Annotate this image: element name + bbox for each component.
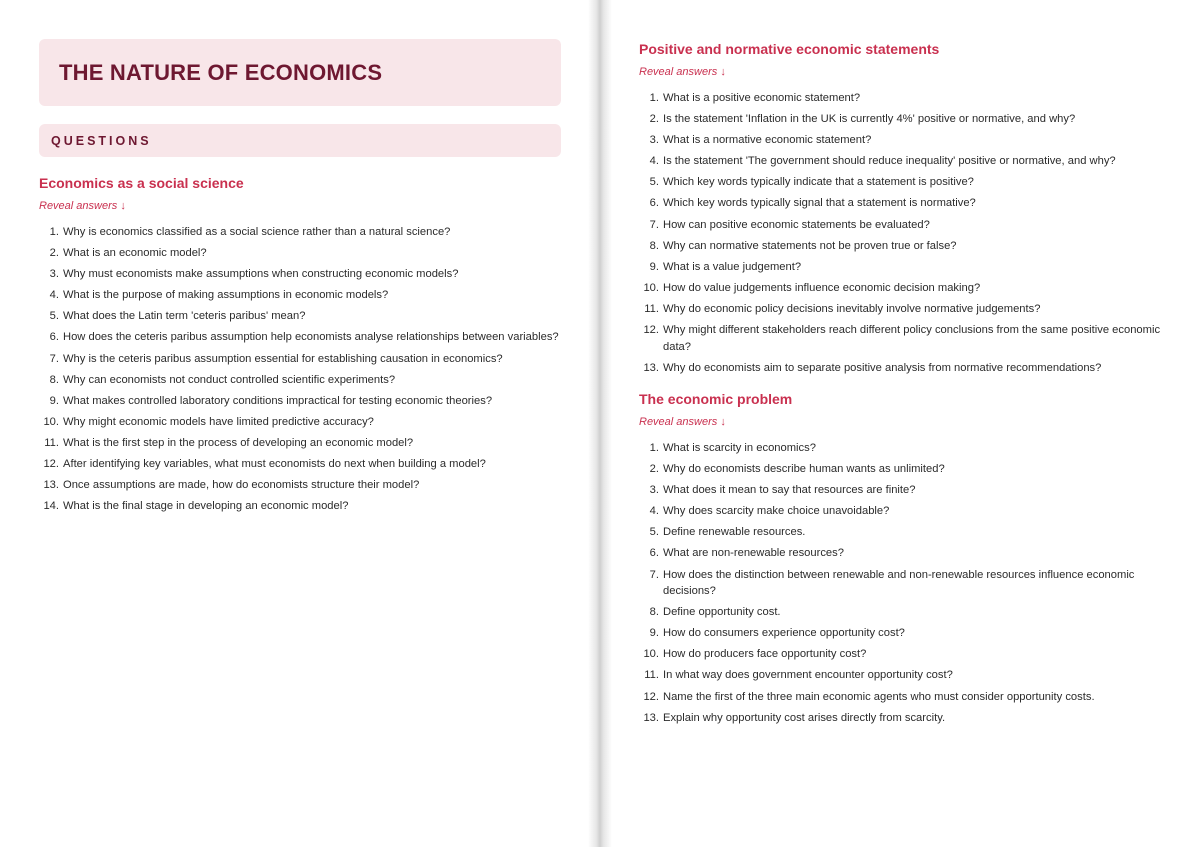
- question-text: Why must economists make assumptions when constructing economic models?: [63, 268, 459, 281]
- question-text: How do producers face opportunity cost?: [663, 648, 867, 661]
- question-number: 13.: [643, 711, 659, 724]
- question-text: What is a normative economic statement?: [663, 134, 872, 147]
- question-number: 7.: [649, 218, 659, 231]
- question-text: How does the ceteris paribus assumption help economists analyse relationships between variables?: [63, 331, 559, 344]
- question-number: 11.: [44, 436, 59, 449]
- question-text: Why do economic policy decisions inevitably involve normative judgements?: [663, 302, 1041, 315]
- question-text: What does it mean to say that resources are finite?: [663, 484, 916, 497]
- question-item: [639, 567, 1164, 600]
- question-item: [639, 132, 1164, 149]
- question-number: 3.: [49, 268, 59, 281]
- section-heading: The economic problem: [639, 391, 793, 407]
- question-text: How can positive economic statements be evaluated?: [663, 218, 930, 231]
- question-item: [639, 461, 1164, 478]
- question-item: [639, 360, 1164, 377]
- question-item: [39, 498, 569, 515]
- question-list: [639, 90, 1164, 376]
- question-item: [639, 322, 1164, 355]
- question-text: Why can economists not conduct controlled scientific experiments?: [63, 373, 396, 386]
- question-number: 10.: [643, 648, 659, 661]
- question-number: 1.: [649, 442, 659, 454]
- question-number: 3.: [649, 484, 659, 497]
- question-number: 3.: [649, 134, 659, 147]
- question-item: [39, 372, 569, 389]
- question-number: 12.: [643, 690, 659, 703]
- question-item: [639, 524, 1164, 541]
- question-item: [39, 245, 569, 262]
- question-number: 12.: [643, 324, 659, 337]
- question-item: [39, 456, 569, 473]
- question-text: Once assumptions are made, how do economists structure their model?: [63, 479, 420, 492]
- question-item: [39, 393, 569, 410]
- question-number: 2.: [649, 113, 659, 126]
- question-number: 11.: [644, 669, 659, 682]
- question-number: 9.: [649, 260, 659, 273]
- question-item: [39, 308, 569, 325]
- question-item: [639, 174, 1164, 191]
- question-number: 6.: [49, 331, 59, 344]
- question-number: 8.: [649, 606, 659, 619]
- question-item: [639, 280, 1164, 297]
- question-item: [39, 435, 569, 452]
- question-item: [39, 287, 569, 304]
- question-item: [39, 414, 569, 431]
- book-spine: [588, 0, 612, 847]
- question-item: [639, 482, 1164, 499]
- question-number: 11.: [644, 302, 659, 315]
- question-item: [639, 503, 1164, 520]
- question-text: What does the Latin term 'ceteris paribus' mean?: [63, 310, 306, 323]
- reveal-answers-link[interactable]: Reveal answers ↓: [639, 66, 726, 78]
- question-text: How does the distinction between renewable and non-renewable resources influence economic decisions?: [663, 568, 1135, 598]
- question-text: Why do economists describe human wants as unlimited?: [663, 463, 945, 476]
- question-text: Which key words typically indicate that a statement is positive?: [663, 176, 974, 189]
- title-banner: [39, 39, 561, 106]
- section-economic-problem: [639, 391, 1164, 731]
- question-item: [639, 195, 1164, 212]
- question-list: [39, 224, 569, 515]
- question-number: 7.: [649, 568, 659, 581]
- question-number: 10.: [43, 415, 59, 428]
- question-text: Which key words typically signal that a statement is normative?: [663, 197, 976, 210]
- question-item: [39, 477, 569, 494]
- question-number: 10.: [643, 281, 659, 294]
- section-social-science: [39, 175, 569, 519]
- question-item: [639, 545, 1164, 562]
- reveal-answers-link[interactable]: Reveal answers ↓: [39, 200, 126, 212]
- question-text: Why might different stakeholders reach different policy conclusions from the same positive economic data?: [663, 324, 1161, 353]
- question-number: 13.: [643, 361, 659, 374]
- question-text: Is the statement 'Inflation in the UK is currently 4%' positive or normative, and why?: [663, 113, 1076, 126]
- question-number: 5.: [649, 526, 659, 539]
- question-text: Why might economic models have limited predictive accuracy?: [63, 415, 374, 428]
- question-number: 4.: [49, 289, 59, 302]
- question-text: What is the first step in the process of developing an economic model?: [63, 436, 414, 449]
- question-item: [639, 646, 1164, 663]
- question-number: 5.: [49, 310, 59, 323]
- question-text: What is the purpose of making assumptions in economic models?: [63, 289, 389, 302]
- question-number: 6.: [649, 197, 659, 210]
- question-text: What is a value judgement?: [663, 260, 802, 273]
- question-text: What is an economic model?: [63, 247, 207, 260]
- question-text: Name the first of the three main economic agents who must consider opportunity costs.: [663, 690, 1095, 703]
- question-number: 13.: [43, 479, 59, 492]
- question-text: What are non-renewable resources?: [663, 547, 844, 560]
- question-item: [39, 351, 569, 368]
- question-text: What is scarcity in economics?: [663, 442, 816, 454]
- question-number: 1.: [649, 92, 659, 104]
- questions-label: QUESTIONS: [51, 133, 152, 148]
- question-item: [639, 153, 1164, 170]
- question-item: [39, 266, 569, 283]
- question-item: [639, 604, 1164, 621]
- question-item: [39, 224, 569, 241]
- question-item: [639, 667, 1164, 684]
- question-text: In what way does government encounter opportunity cost?: [663, 669, 953, 682]
- question-item: [639, 440, 1164, 457]
- question-text: Why does scarcity make choice unavoidable?: [663, 505, 890, 518]
- question-text: What makes controlled laboratory conditions impractical for testing economic theories?: [63, 394, 493, 407]
- question-text: Define renewable resources.: [663, 526, 806, 539]
- question-item: [39, 329, 569, 346]
- question-number: 6.: [649, 547, 659, 560]
- questions-banner: [39, 124, 561, 157]
- question-item: [639, 710, 1164, 727]
- question-item: [639, 217, 1164, 234]
- question-number: 2.: [649, 463, 659, 476]
- question-number: 9.: [49, 394, 59, 407]
- question-number: 8.: [649, 239, 659, 252]
- question-number: 4.: [649, 155, 659, 168]
- question-number: 7.: [49, 352, 59, 365]
- section-heading: Economics as a social science: [39, 175, 244, 191]
- question-text: What is the final stage in developing an economic model?: [63, 500, 349, 513]
- section-positive-normative: [639, 41, 1164, 381]
- reveal-answers-link[interactable]: Reveal answers ↓: [639, 416, 726, 428]
- question-text: Is the statement 'The government should reduce inequality' positive or normative, and why?: [663, 155, 1116, 168]
- question-text: Why is economics classified as a social science rather than a natural science?: [63, 226, 451, 238]
- question-item: [639, 689, 1164, 706]
- question-text: Why is the ceteris paribus assumption essential for establishing causation in economics?: [63, 352, 503, 365]
- question-text: Define opportunity cost.: [663, 606, 781, 619]
- question-item: [639, 90, 1164, 107]
- question-text: Why do economists aim to separate positive analysis from normative recommendations?: [663, 361, 1102, 374]
- question-text: What is a positive economic statement?: [663, 92, 861, 104]
- question-text: Explain why opportunity cost arises directly from scarcity.: [663, 711, 946, 724]
- question-item: [639, 238, 1164, 255]
- question-number: 4.: [649, 505, 659, 518]
- question-text: Why can normative statements not be proven true or false?: [663, 239, 957, 252]
- question-number: 8.: [49, 373, 59, 386]
- question-item: [639, 111, 1164, 128]
- question-text: How do value judgements influence economic decision making?: [663, 281, 981, 294]
- question-item: [639, 301, 1164, 318]
- question-item: [639, 625, 1164, 642]
- question-number: 14.: [43, 500, 59, 513]
- question-number: 5.: [649, 176, 659, 189]
- question-text: After identifying key variables, what must economists do next when building a model?: [63, 458, 486, 471]
- question-number: 2.: [49, 247, 59, 260]
- question-number: 12.: [43, 458, 59, 471]
- question-text: How do consumers experience opportunity cost?: [663, 627, 905, 640]
- question-item: [639, 259, 1164, 276]
- page-title: THE NATURE OF ECONOMICS: [59, 59, 383, 85]
- question-number: 9.: [649, 627, 659, 640]
- question-number: 1.: [49, 226, 59, 238]
- question-list: [639, 440, 1164, 726]
- section-heading: Positive and normative economic statements: [639, 41, 940, 57]
